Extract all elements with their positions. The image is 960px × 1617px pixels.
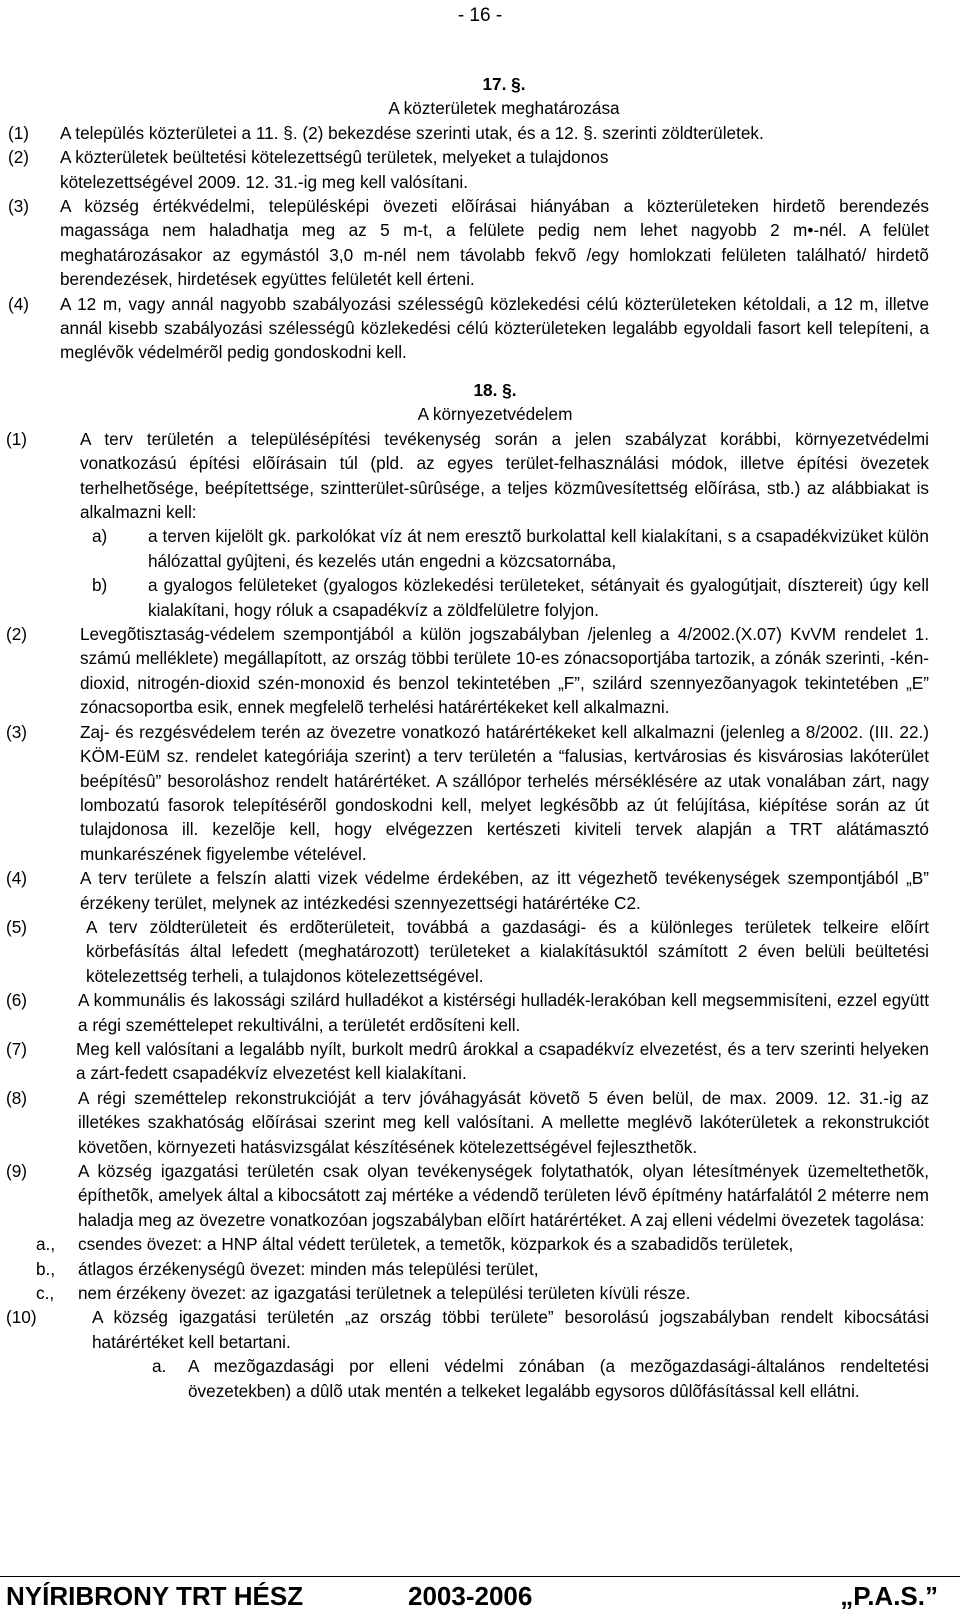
para-text: A község értékvédelmi, településképi övezeti elõírásai hiányában a közterületeken hirdetõ berendezés magassága nem haladhatja meg az 5 m-t, a felülete pedig nem lehet nagyobb 2 m•-nél. A felület meghatározásakor az egymástól 3,0 m-nél nem távolabb fekvõ /egy homlokzati felületen található/ hirdetõ berendezések, hirdetések együttes felületét kell érteni. bbox=[60, 196, 929, 290]
para-number: (8) bbox=[6, 1087, 28, 1108]
s18-para-2 bbox=[0, 622, 960, 720]
s18-para-10-item-a bbox=[0, 1354, 960, 1403]
para-text: A közterületek beültetési kötelezettségû területek, melyeket a tulajdonos kötelezettségével 2009. 12. 31.-ig meg kell valósítani. bbox=[60, 147, 609, 192]
item-text: csendes övezet: a HNP által védett területek, a temetõk, közparkok és a szabadidõs területek, bbox=[78, 1234, 794, 1255]
para-text: A régi szeméttelep rekonstrukcióját a terv jóváhagyását követõ 5 éven belül, de max. 2009. 12. 31.-ig az illetékes szakhatóság elõírásai szerint meg kell valósítani. A mellette meglévõ lakóterületek a rekonstrukciót követõen, környezeti hatásvizsgálat készítésének kötelezettségével fejleszthetõk. bbox=[78, 1087, 929, 1157]
s17-para-4 bbox=[0, 292, 960, 365]
s18-para-1 bbox=[0, 427, 960, 525]
para-text: A 12 m, vagy annál nagyobb szabályozási szélességû közlekedési célú közterületeken kétoldali, a 12 m, illetve annál kisebb szabályozási szélességû közlekedési célú közterületeken legalább egyoldali fasort kell telepíteni, a meglévõk védelmérõl pedig gondoskodni kell. bbox=[60, 293, 929, 363]
item-text: átlagos érzékenységû övezet: minden más települési terület, bbox=[78, 1258, 539, 1279]
s18-para-4 bbox=[0, 866, 960, 915]
para-text: A terv területén a településépítési tevékenység során a jelen szabályzat korábbi, környezetvédelmi vonatkozású építési elõírásain túl (pld. az egyes terület-felhasználási módok, illetve építési övezetek terhelhetõsége, beépítettsége, szintterület-sûrûsége, a teljes közmûvesítettség elõírása, stb.) az alábbiakat is alkalmazni kell: bbox=[80, 428, 929, 523]
section-17-heading: 17. §. bbox=[482, 74, 526, 94]
s18-para-1-item-b bbox=[0, 573, 960, 622]
para-number: (10) bbox=[6, 1307, 37, 1328]
item-text: a terven kijelölt gk. parkolókat víz át nem eresztõ burkolattal kell kialakítani, s a csapadékvizüket külön hálózattal gyûjteni, és kezelés után engedni a közcsatornába, bbox=[148, 526, 929, 571]
s17-para-1 bbox=[0, 121, 960, 145]
s18-para-8 bbox=[0, 1086, 960, 1159]
item-text: A mezõgazdasági por elleni védelmi zónában (a mezõgazdasági-általános rendeltetési övezetekben) a dûlõ utak mentén a telkeket legalább egysoros dûlõfásítással kell ellátni. bbox=[188, 1356, 929, 1401]
para-text: A kommunális és lakossági szilárd hulladékot a kistérségi hulladék-lerakóban kell megsemmisíteni, ezzel együtt a régi szeméttelepet rekultiválni, a területét erdõsíteni kell. bbox=[78, 990, 929, 1035]
para-number: (2) bbox=[8, 147, 30, 168]
page-number: - 16 - bbox=[457, 5, 503, 26]
para-text: Zaj- és rezgésvédelem terén az övezetre vonatkozó határértékeket kell alkalmazni (jelenleg a 8/2002. (III. 22.) KÖM-EüM sz. rendelet kategóriája szerint) a terv területén a “falusias, kertvárosias és kisvárosias lakóterület beépítésû” besoroláshoz rendelt határértéket. A szállópor terhelés mérséklésére az utak vonalában zárt, nagy lombozatú fasorok telepítésérõl gondoskodni kell, melyet legkésõbb az út felújítása, kiépítése során az út tulajdonosa ill. kezelõje kell, hogy elvégezzen kertészeti kiviteli tervek alapján a TRT alátámasztó munkarészének figyelembe vételével. bbox=[80, 721, 929, 864]
s18-para-9 bbox=[0, 1159, 960, 1232]
page-footer bbox=[0, 1576, 960, 1613]
footer-document-title: NYÍRIBRONY TRT HÉSZ bbox=[6, 1581, 304, 1611]
item-letter: b) bbox=[92, 575, 108, 596]
para-text: A község igazgatási területén „az ország többi területe” besorolású jogszabályban rendelt kibocsátási határértéket kell betartani. bbox=[92, 1307, 929, 1352]
section-17 bbox=[0, 72, 960, 365]
footer-years: 2003-2006 bbox=[408, 1581, 533, 1611]
para-text: Meg kell valósítani a legalább nyílt, burkolt medrû árokkal a csapadékvíz elvezetést, és a terv szerinti helyeken a zárt-fedett csapadékvíz elvezetést kell kialakítani. bbox=[76, 1038, 929, 1084]
item-letter: a., bbox=[36, 1234, 56, 1255]
item-text: a gyalogos felületeket (gyalogos közlekedési területeket, sétányait és gyalogútjait, dísztereit) úgy kell kialakítani, hogy róluk a csapadékvíz a zöldfelületre folyjon. bbox=[148, 575, 929, 620]
para-number: (6) bbox=[6, 990, 28, 1011]
s18-para-9-item-c bbox=[0, 1281, 960, 1305]
section-18-heading: 18. §. bbox=[473, 380, 517, 400]
s18-para-9-item-b bbox=[0, 1257, 960, 1281]
s18-para-5 bbox=[0, 915, 960, 988]
item-letter: a) bbox=[92, 526, 108, 547]
para-text: A terv területe a felszín alatti vizek védelme érdekében, az itt végezhetõ tevékenységek szempontjából „B” érzékeny terület, melynek az intézkedési szennyezettségi határértéke C2. bbox=[80, 868, 929, 913]
s18-para-7 bbox=[0, 1037, 960, 1086]
s18-para-3 bbox=[0, 720, 960, 866]
s18-para-6 bbox=[0, 988, 960, 1037]
s18-para-9-item-a bbox=[0, 1232, 960, 1256]
section-17-title: A közterületek meghatározása bbox=[388, 98, 620, 119]
para-number: (4) bbox=[6, 868, 28, 889]
para-number: (9) bbox=[6, 1161, 28, 1181]
section-18 bbox=[0, 378, 960, 1403]
s18-para-10 bbox=[0, 1305, 960, 1354]
footer-author: „P.A.S.” bbox=[840, 1581, 938, 1611]
item-letter: b., bbox=[36, 1258, 56, 1279]
para-text: Levegõtisztaság-védelem szempontjából a külön jogszabályban /jelenleg a 4/2002.(X.07) KvVM rendelet 1. számú melléklete) megállapított, az ország többi területe 10-es zónacsoportjába tartozik, a zónák szerinti, -kén-dioxid, nitrogén-dioxid szén-monoxid és benzol tekintetében „F”, szilárd szennyezõanyagok tekintetében „E” zónacsoportba esik, ennek megfelelõ terhelési határértékeket kell alkalmazni. bbox=[80, 624, 929, 718]
para-text: A település közterületei a 11. §. (2) bekezdése szerinti utak, és a 12. §. szerinti zöldterületek. bbox=[60, 122, 764, 143]
para-number: (1) bbox=[8, 122, 30, 143]
para-number: (2) bbox=[6, 624, 28, 645]
para-number: (3) bbox=[8, 196, 30, 217]
item-letter: c., bbox=[36, 1283, 55, 1304]
s17-para-2 bbox=[0, 145, 960, 194]
section-18-title: A környezetvédelem bbox=[417, 404, 573, 425]
para-number: (5) bbox=[6, 916, 28, 937]
item-letter: a. bbox=[152, 1356, 167, 1377]
para-number: (3) bbox=[6, 721, 28, 742]
para-number: (4) bbox=[8, 293, 30, 314]
item-text: nem érzékeny övezet: az igazgatási területnek a települési területen kívüli része. bbox=[78, 1283, 691, 1304]
para-number: (7) bbox=[6, 1038, 28, 1059]
para-text: A község igazgatási területén csak olyan tevékenységek folytathatók, olyan létesítmények üzemeltethetõk, építhetõk, amelyek által a kibocsátott zaj mértéke a védendõ területen lévõ építmény határfalától 2 méterre nem haladja meg az övezetre vonatkozóan jogszabályban elõírt határértéket. A zaj elleni védelmi övezetek tagolása: bbox=[78, 1161, 929, 1230]
s18-para-1-item-a bbox=[0, 524, 960, 573]
para-text: A terv zöldterületeit és erdõterületeit, továbbá a gazdasági- és a különleges területek telkeire elõírt körbefásítás által lefedett (meghatározott) területeket a kialakításuktól számított 2 éven belüli beültetési kötelezettség terheli, a tulajdonos kötelezettségével. bbox=[86, 916, 929, 986]
s17-para-3 bbox=[0, 194, 960, 292]
para-number: (1) bbox=[6, 428, 28, 449]
